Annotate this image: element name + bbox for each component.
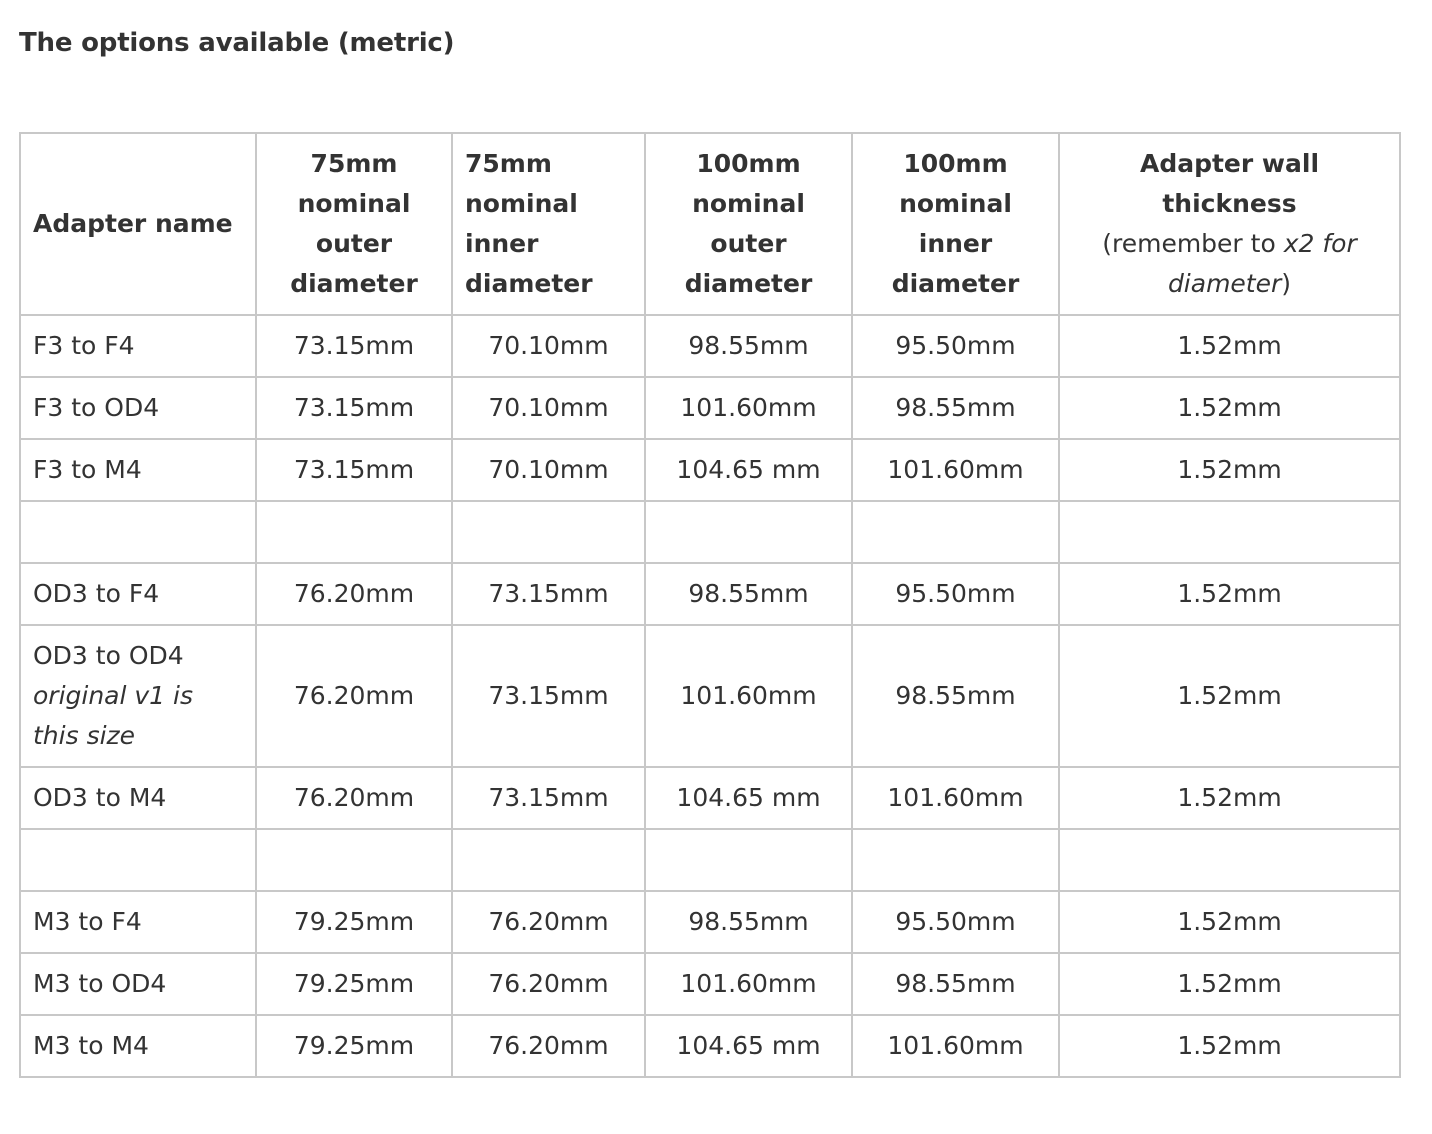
cell-adapter-name	[20, 501, 256, 563]
cell-adapter-name	[20, 953, 256, 1015]
header-line: 75mm	[310, 149, 398, 178]
cell-adapter-name	[20, 829, 256, 891]
cell-75mm-inner	[452, 829, 645, 891]
cell-100mm-inner: 98.55mm	[852, 953, 1059, 1015]
cell-adapter-name	[20, 625, 256, 767]
cell-100mm-outer: 104.65 mm	[645, 767, 852, 829]
cell-100mm-inner: 101.60mm	[852, 1015, 1059, 1077]
adapter-name: OD3 to F4	[33, 579, 160, 608]
table-row	[20, 625, 1400, 767]
cell-100mm-outer: 98.55mm	[645, 563, 852, 625]
cell-100mm-outer: 104.65 mm	[645, 1015, 852, 1077]
cell-100mm-outer: 101.60mm	[645, 953, 852, 1015]
cell-100mm-inner	[852, 829, 1059, 891]
cell-wall-thickness	[1059, 829, 1400, 891]
adapter-name: F3 to M4	[33, 455, 142, 484]
adapter-name: M3 to F4	[33, 907, 142, 936]
cell-100mm-inner: 95.50mm	[852, 891, 1059, 953]
cell-adapter-name	[20, 1015, 256, 1077]
adapter-name: OD3 to OD4	[33, 641, 184, 670]
cell-75mm-outer: 76.20mm	[256, 563, 452, 625]
header-wall-note-prefix: (remember to	[1102, 229, 1284, 258]
header-wall-note-suffix: )	[1281, 269, 1292, 298]
header-line: diameter	[684, 269, 813, 298]
cell-adapter-name	[20, 377, 256, 439]
header-line: outer	[315, 229, 393, 258]
cell-100mm-outer: 101.60mm	[645, 625, 852, 767]
cell-wall-thickness: 1.52mm	[1059, 767, 1400, 829]
adapter-name: M3 to OD4	[33, 969, 167, 998]
cell-75mm-outer: 76.20mm	[256, 767, 452, 829]
cell-100mm-inner	[852, 501, 1059, 563]
cell-wall-thickness: 1.52mm	[1059, 891, 1400, 953]
header-line: outer	[710, 229, 787, 258]
header-line: diameter	[290, 269, 418, 298]
header-line: nominal	[899, 189, 1012, 218]
cell-wall-thickness: 1.52mm	[1059, 1015, 1400, 1077]
table-row	[20, 1015, 1400, 1077]
cell-adapter-name	[20, 891, 256, 953]
cell-100mm-outer: 104.65 mm	[645, 439, 852, 501]
header-adapter-name: Adapter name	[20, 133, 256, 315]
header-line: inner	[465, 229, 539, 258]
cell-75mm-inner: 73.15mm	[452, 767, 645, 829]
cell-100mm-inner: 101.60mm	[852, 439, 1059, 501]
cell-75mm-outer	[256, 501, 452, 563]
cell-75mm-inner: 70.10mm	[452, 377, 645, 439]
cell-75mm-inner: 73.15mm	[452, 563, 645, 625]
cell-wall-thickness: 1.52mm	[1059, 315, 1400, 377]
header-line: nominal	[692, 189, 805, 218]
header-line: nominal	[465, 189, 578, 218]
table-row	[20, 891, 1400, 953]
cell-100mm-inner: 101.60mm	[852, 767, 1059, 829]
cell-wall-thickness: 1.52mm	[1059, 439, 1400, 501]
cell-75mm-outer: 73.15mm	[256, 377, 452, 439]
cell-75mm-outer: 79.25mm	[256, 1015, 452, 1077]
cell-adapter-name	[20, 767, 256, 829]
table-header-row	[20, 133, 1400, 315]
cell-100mm-outer: 98.55mm	[645, 315, 852, 377]
cell-100mm-outer: 101.60mm	[645, 377, 852, 439]
header-wall-note-italic: x2 for diameter	[1167, 229, 1357, 298]
cell-100mm-outer: 98.55mm	[645, 891, 852, 953]
header-75mm-inner-diameter	[452, 133, 645, 315]
header-wall-thickness	[1059, 133, 1400, 315]
cell-wall-thickness: 1.52mm	[1059, 563, 1400, 625]
table-row	[20, 829, 1400, 891]
cell-75mm-inner	[452, 501, 645, 563]
cell-100mm-inner: 95.50mm	[852, 563, 1059, 625]
cell-75mm-outer	[256, 829, 452, 891]
header-line: diameter	[891, 269, 1020, 298]
header-line: 100mm	[696, 149, 801, 178]
cell-75mm-inner: 70.10mm	[452, 439, 645, 501]
adapter-name: OD3 to M4	[33, 783, 167, 812]
cell-wall-thickness: 1.52mm	[1059, 377, 1400, 439]
cell-75mm-inner: 76.20mm	[452, 1015, 645, 1077]
table-row	[20, 953, 1400, 1015]
table-row	[20, 501, 1400, 563]
adapter-name: M3 to M4	[33, 1031, 149, 1060]
header-100mm-outer-diameter	[645, 133, 852, 315]
cell-75mm-outer: 79.25mm	[256, 953, 452, 1015]
cell-75mm-inner: 76.20mm	[452, 891, 645, 953]
adapter-note: original v1 is this size	[33, 681, 194, 750]
header-100mm-inner-diameter	[852, 133, 1059, 315]
cell-100mm-outer	[645, 501, 852, 563]
table-row	[20, 563, 1400, 625]
cell-100mm-inner: 98.55mm	[852, 625, 1059, 767]
table-row	[20, 439, 1400, 501]
table-row	[20, 315, 1400, 377]
header-75mm-outer-diameter	[256, 133, 452, 315]
page-title: The options available (metric)	[19, 28, 455, 58]
cell-100mm-outer	[645, 829, 852, 891]
cell-75mm-outer: 76.20mm	[256, 625, 452, 767]
header-line: diameter	[465, 269, 593, 298]
cell-75mm-outer: 79.25mm	[256, 891, 452, 953]
cell-75mm-inner: 73.15mm	[452, 625, 645, 767]
cell-100mm-inner: 98.55mm	[852, 377, 1059, 439]
adapter-name: F3 to OD4	[33, 393, 160, 422]
table-row	[20, 377, 1400, 439]
cell-adapter-name	[20, 563, 256, 625]
header-line: 75mm	[465, 149, 552, 178]
cell-adapter-name	[20, 315, 256, 377]
cell-75mm-outer: 73.15mm	[256, 315, 452, 377]
header-line: nominal	[297, 189, 411, 218]
header-line: inner	[918, 229, 993, 258]
table-row	[20, 767, 1400, 829]
header-wall-note	[1102, 229, 1357, 298]
cell-adapter-name	[20, 439, 256, 501]
header-line: 100mm	[903, 149, 1008, 178]
adapter-name: F3 to F4	[33, 331, 135, 360]
cell-75mm-inner: 70.10mm	[452, 315, 645, 377]
cell-75mm-inner: 76.20mm	[452, 953, 645, 1015]
adapter-options-table	[19, 132, 1401, 1078]
cell-wall-thickness: 1.52mm	[1059, 953, 1400, 1015]
cell-75mm-outer: 73.15mm	[256, 439, 452, 501]
cell-wall-thickness: 1.52mm	[1059, 625, 1400, 767]
cell-100mm-inner: 95.50mm	[852, 315, 1059, 377]
header-wall-title: Adapter wall thickness	[1139, 149, 1320, 218]
cell-wall-thickness	[1059, 501, 1400, 563]
